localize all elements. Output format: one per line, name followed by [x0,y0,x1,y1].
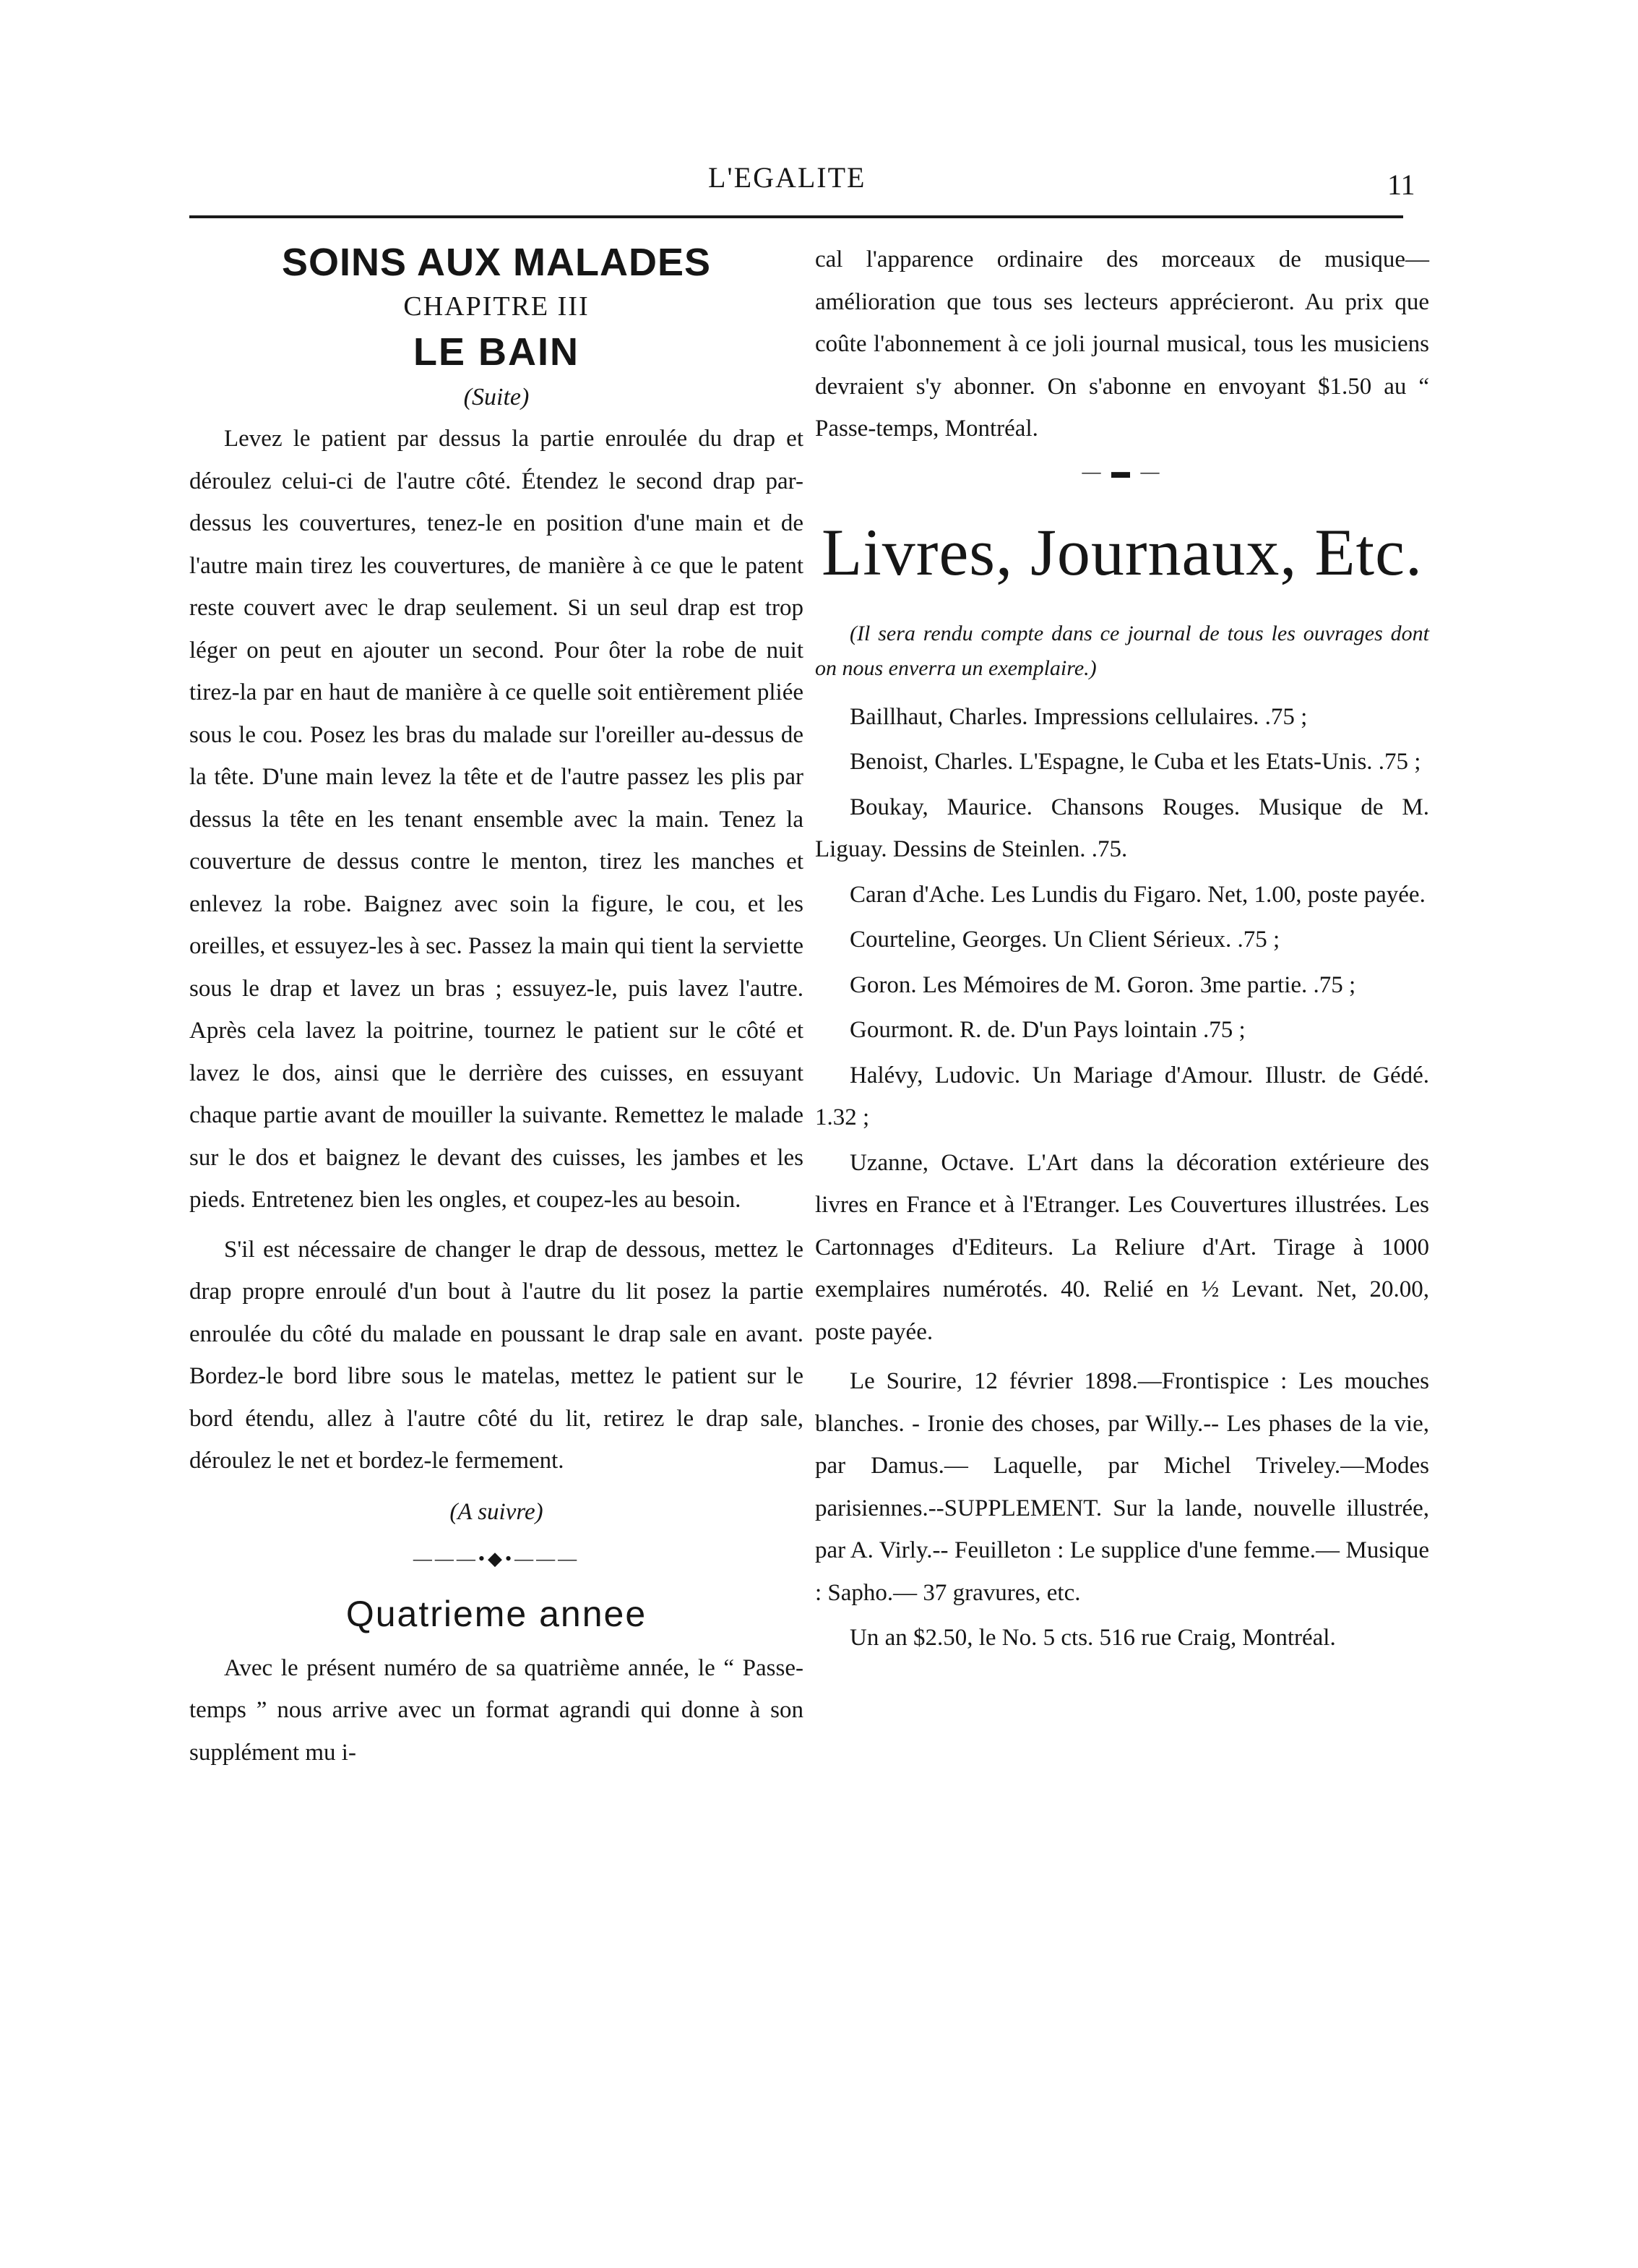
paragraph: Levez le patient par dessus la partie enroulée du drap et déroulez celui-ci de l'autre côté. Étendez le second drap par-dessus les couvertures, tenez-le en position d'une main et de l'autre main tirez les couvertures, de manière à ce que le patent reste couvert avec le drap seulement. Si un seul drap est trop léger on peut en ajouter un second. Pour ôter la robe de nuit tirez-la par en haut de manière à ce quelle soit entièrement pliée sous le cou. Posez les bras du malade sur l'oreiller au-dessus de la tête. D'une main levez la tête et de l'autre passez les plis par dessus la tête en les tenant ensemble avec la main. Tenez la couverture de dessus contre le menton, tirez les manches et enlevez la robe. Baignez avec soin la figure, le cou, et les oreilles, et essuyez-les à sec. Passez la main qui tient la serviette sous le drap et lavez un bras ; essuyez-le, puis lavez l'autre. Après cela lavez la poitrine, tournez le patient sur le côté et lavez le dos, ainsi que le derrière des cuisses, en essuyant chaque partie avant de mouiller la suivante. Remettez le malade sur le dos et baignez le devant des cuisses, les jambes et les pieds. Entretenez bien les ongles, et coupez-les au besoin. [189,426,803,1213]
book-entry: Goron. Les Mémoires de M. Goron. 3me partie. .75 ; [850,971,1356,998]
right-column [815,239,1429,1662]
book-entry: Courteline, Georges. Un Client Sérieux. .75 ; [850,927,1280,953]
book-entry: Baillhaut, Charles. Impressions cellulaires. .75 ; [850,703,1308,730]
paragraph-continuation: cal l'apparence ordinaire des morceaux de musique—amélioration que tous ses lecteurs apprécieront. Au prix que coûte l'abonnement à ce joli journal musical, tous les musiciens devraient s'y abonner. On s'abonne en envoyant $1.50 au “ Passe-temps, Montréal. [815,246,1429,442]
paragraph: S'il est nécessaire de changer le drap de dessous, mettez le drap propre enroulé d'un bout à l'autre du lit posez la partie enroulée du côté du malade en poussant le drap sale en avant. Bordez-le bord libre sous le matelas, mettez le patient sur le bord étendu, allez à l'autre côté du lit, retirez le drap sale, déroulez le net et bordez-le fermement. [189,1236,803,1474]
section-title-quatrieme: Quatrieme annee [345,1593,647,1634]
chapter-heading: CHAPITRE III [403,291,590,322]
subscription-info: Un an $2.50, le No. 5 cts. 516 rue Craig, Montréal. [850,1625,1336,1651]
section-title-soins: SOINS AUX MALADES [281,241,712,284]
running-header: L'EGALITE [708,161,866,194]
suite-label: (Suite) [463,384,530,411]
paragraph: Avec le présent numéro de sa quatrième année, le “ Passe-temps ” nous arrive avec un format agrandi qui donne à son supplément mu i- [189,1654,803,1766]
book-entry: Boukay, Maurice. Chansons Rouges. Musique de M. Liguay. Dessins de Steinlen. .75. [815,794,1429,862]
ornament-divider: — ▬ — [1082,460,1163,482]
subtitle-le-bain: LE BAIN [413,330,579,374]
book-entry: Caran d'Ache. Les Lundis du Figaro. Net, 1.00, poste payée. [850,881,1426,908]
ornament-divider: ———•◆•——— [413,1547,580,1569]
book-entry: Benoist, Charles. L'Espagne, le Cuba et les Etats-Unis. .75 ; [850,749,1421,775]
periodical-entry: Le Sourire, 12 février 1898.—Frontispice : Les mouches blanches. - Ironie des choses, par Willy.-- Les phases de la vie, par Damus.— Laquelle, par Michel Triveley.—Modes parisiennes.--SUPPLEMENT. Sur la lande, nouvelle illustrée, par A. Virly.-- Feuilleton : Le supplice d'une femme.— Musique : Sapho.— 37 gravures, etc. [815,1368,1429,1606]
book-entry: Uzanne, Octave. L'Art dans la décoration extérieure des livres en France et à l'Etranger. Les Couvertures illustrées. Les Cartonnages d'Editeurs. La Reliure d'Art. Tirage à 1000 exemplaires numérotés. 40. Relié en ½ Levant. Net, 20.00, poste payée. [815,1149,1429,1345]
header-rule [189,215,1403,218]
left-column [189,239,803,1774]
book-entry: Halévy, Ludovic. Un Mariage d'Amour. Illustr. de Gédé. 1.32 ; [815,1062,1429,1130]
book-entry: Gourmont. R. de. D'un Pays lointain .75 ; [850,1017,1246,1043]
page-number: 11 [1387,168,1415,201]
editorial-note: (Il sera rendu compte dans ce journal de tous les ouvrages dont on nous enverra un exemplaire.) [815,621,1429,680]
to-be-continued: (A suivre) [449,1498,543,1525]
section-title-livres: Livres, Journaux, Etc. [822,515,1423,589]
